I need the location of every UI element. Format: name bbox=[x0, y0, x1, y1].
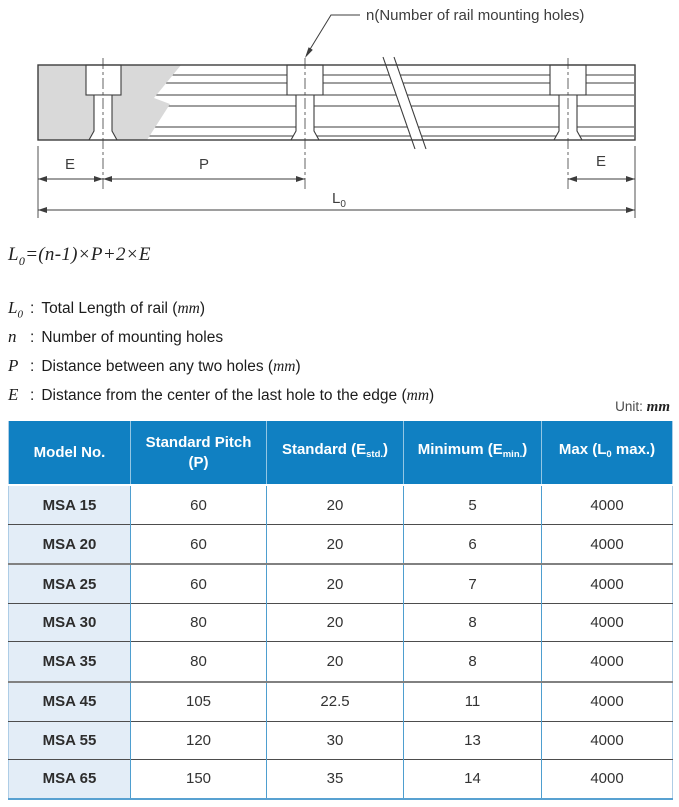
table-row bbox=[9, 642, 673, 682]
pitch-cell: 80 bbox=[131, 604, 267, 642]
standard-cell: 20 bbox=[267, 564, 404, 604]
standard-cell: 35 bbox=[267, 759, 404, 799]
pitch-cell: 120 bbox=[131, 721, 267, 759]
legend-separator: : bbox=[30, 358, 35, 375]
description-close: ) bbox=[429, 387, 435, 404]
description-text: Distance between any two holes ( bbox=[41, 358, 274, 375]
minimum-cell: 8 bbox=[404, 604, 542, 642]
max-cell: 4000 bbox=[542, 759, 673, 799]
max-cell: 4000 bbox=[542, 485, 673, 525]
symbol-sub: 0 bbox=[17, 308, 23, 321]
header-text: Standard (E bbox=[281, 441, 367, 458]
model-cell: MSA 35 bbox=[9, 642, 131, 682]
symbol-text: L bbox=[8, 298, 18, 317]
legend-description bbox=[41, 358, 300, 375]
minimum-cell: 13 bbox=[404, 721, 542, 759]
unit-label: Unit: bbox=[615, 399, 643, 414]
description-unit: mm bbox=[273, 358, 296, 375]
dim-label-l0 bbox=[332, 190, 346, 210]
legend-separator: : bbox=[30, 387, 35, 404]
dim-label-l0-sub: 0 bbox=[340, 199, 346, 210]
minimum-cell: 7 bbox=[404, 564, 542, 604]
max-cell: 4000 bbox=[542, 721, 673, 759]
header-text: Minimum (E bbox=[417, 441, 503, 458]
header-text: Standard Pitch bbox=[145, 433, 252, 451]
minimum-cell: 5 bbox=[404, 485, 542, 525]
table-header bbox=[9, 421, 673, 485]
table-body bbox=[9, 485, 673, 799]
dim-label-l0-main: L bbox=[332, 190, 341, 207]
legend-item bbox=[8, 351, 434, 380]
table-row bbox=[9, 485, 673, 525]
hole-count-callout bbox=[307, 7, 585, 55]
model-cell: MSA 65 bbox=[9, 759, 131, 799]
table-row bbox=[9, 721, 673, 759]
description-close: ) bbox=[295, 358, 301, 375]
pitch-cell: 60 bbox=[131, 525, 267, 565]
legend-symbol bbox=[8, 380, 30, 416]
symbol-text: P bbox=[8, 356, 19, 375]
pitch-cell: 80 bbox=[131, 642, 267, 682]
rail-diagram bbox=[0, 0, 679, 232]
callout-label: n(Number of rail mounting holes) bbox=[366, 7, 585, 24]
hole-centerlines bbox=[103, 58, 568, 190]
formula-subscript: 0 bbox=[18, 253, 26, 268]
table-row bbox=[9, 682, 673, 722]
description-unit: mm bbox=[177, 300, 200, 317]
formula-variable: L bbox=[8, 244, 19, 265]
header-text: ) bbox=[383, 441, 389, 458]
model-cell: MSA 15 bbox=[9, 485, 131, 525]
standard-cell: 30 bbox=[267, 721, 404, 759]
header-text: ) bbox=[522, 441, 528, 458]
pitch-cell: 105 bbox=[131, 682, 267, 722]
minimum-cell: 14 bbox=[404, 759, 542, 799]
header-row bbox=[9, 421, 673, 485]
variable-legend bbox=[8, 293, 434, 409]
extension-lines bbox=[38, 146, 635, 218]
max-cell: 4000 bbox=[542, 525, 673, 565]
standard-cell: 22.5 bbox=[267, 682, 404, 722]
table-row bbox=[9, 604, 673, 642]
header-text: Model No. bbox=[33, 443, 106, 461]
header-text: max.) bbox=[611, 441, 656, 458]
standard-cell: 20 bbox=[267, 642, 404, 682]
symbol-text: n bbox=[8, 327, 17, 346]
formula-body: =(n-1)×P+2×E bbox=[25, 244, 151, 265]
description-close: ) bbox=[199, 300, 206, 317]
legend-separator: : bbox=[30, 329, 35, 346]
max-cell: 4000 bbox=[542, 564, 673, 604]
model-cell: MSA 30 bbox=[9, 604, 131, 642]
pitch-cell: 150 bbox=[131, 759, 267, 799]
legend-separator: : bbox=[30, 300, 35, 317]
unit-value: mm bbox=[646, 399, 670, 415]
model-cell: MSA 25 bbox=[9, 564, 131, 604]
standard-cell: 20 bbox=[267, 525, 404, 565]
symbol-text: E bbox=[8, 385, 19, 404]
legend-item bbox=[8, 380, 434, 409]
legend-description bbox=[41, 387, 434, 404]
description-text: Total Length of rail ( bbox=[41, 300, 178, 317]
break-lines bbox=[383, 57, 426, 149]
unit-note bbox=[615, 399, 670, 416]
column-header-model bbox=[9, 421, 131, 485]
header-subscript: min. bbox=[502, 449, 523, 460]
model-cell: MSA 45 bbox=[9, 682, 131, 722]
minimum-cell: 11 bbox=[404, 682, 542, 722]
header-subscript: std. bbox=[366, 449, 384, 460]
model-cell: MSA 55 bbox=[9, 721, 131, 759]
legend-description bbox=[41, 300, 205, 317]
max-cell: 4000 bbox=[542, 682, 673, 722]
legend-description bbox=[41, 329, 223, 346]
header-text: (P) bbox=[188, 453, 209, 471]
header-text: Max (L bbox=[558, 441, 607, 458]
column-header-pitch bbox=[131, 421, 267, 485]
description-text: Distance from the center of the last hole to the edge ( bbox=[41, 387, 407, 404]
column-header-standard bbox=[267, 421, 404, 485]
description-text: Number of mounting holes bbox=[41, 329, 224, 346]
table-row bbox=[9, 525, 673, 565]
dim-label-p: P bbox=[198, 156, 210, 173]
legend-item bbox=[8, 293, 434, 322]
rail-dimensions-table bbox=[8, 421, 673, 800]
column-header-max bbox=[542, 421, 673, 485]
legend-item bbox=[8, 322, 434, 351]
dim-label-e-left: E bbox=[64, 156, 76, 173]
table-row bbox=[9, 564, 673, 604]
max-cell: 4000 bbox=[542, 604, 673, 642]
header-subscript: 0 bbox=[606, 449, 612, 460]
standard-cell: 20 bbox=[267, 485, 404, 525]
rail-length-formula bbox=[8, 244, 151, 269]
minimum-cell: 6 bbox=[404, 525, 542, 565]
column-header-minimum bbox=[404, 421, 542, 485]
max-cell: 4000 bbox=[542, 642, 673, 682]
dim-label-e-right: E bbox=[595, 153, 607, 170]
standard-cell: 20 bbox=[267, 604, 404, 642]
description-unit: mm bbox=[406, 387, 430, 404]
pitch-cell: 60 bbox=[131, 564, 267, 604]
minimum-cell: 8 bbox=[404, 642, 542, 682]
table-row bbox=[9, 759, 673, 799]
model-cell: MSA 20 bbox=[9, 525, 131, 565]
pitch-cell: 60 bbox=[131, 485, 267, 525]
